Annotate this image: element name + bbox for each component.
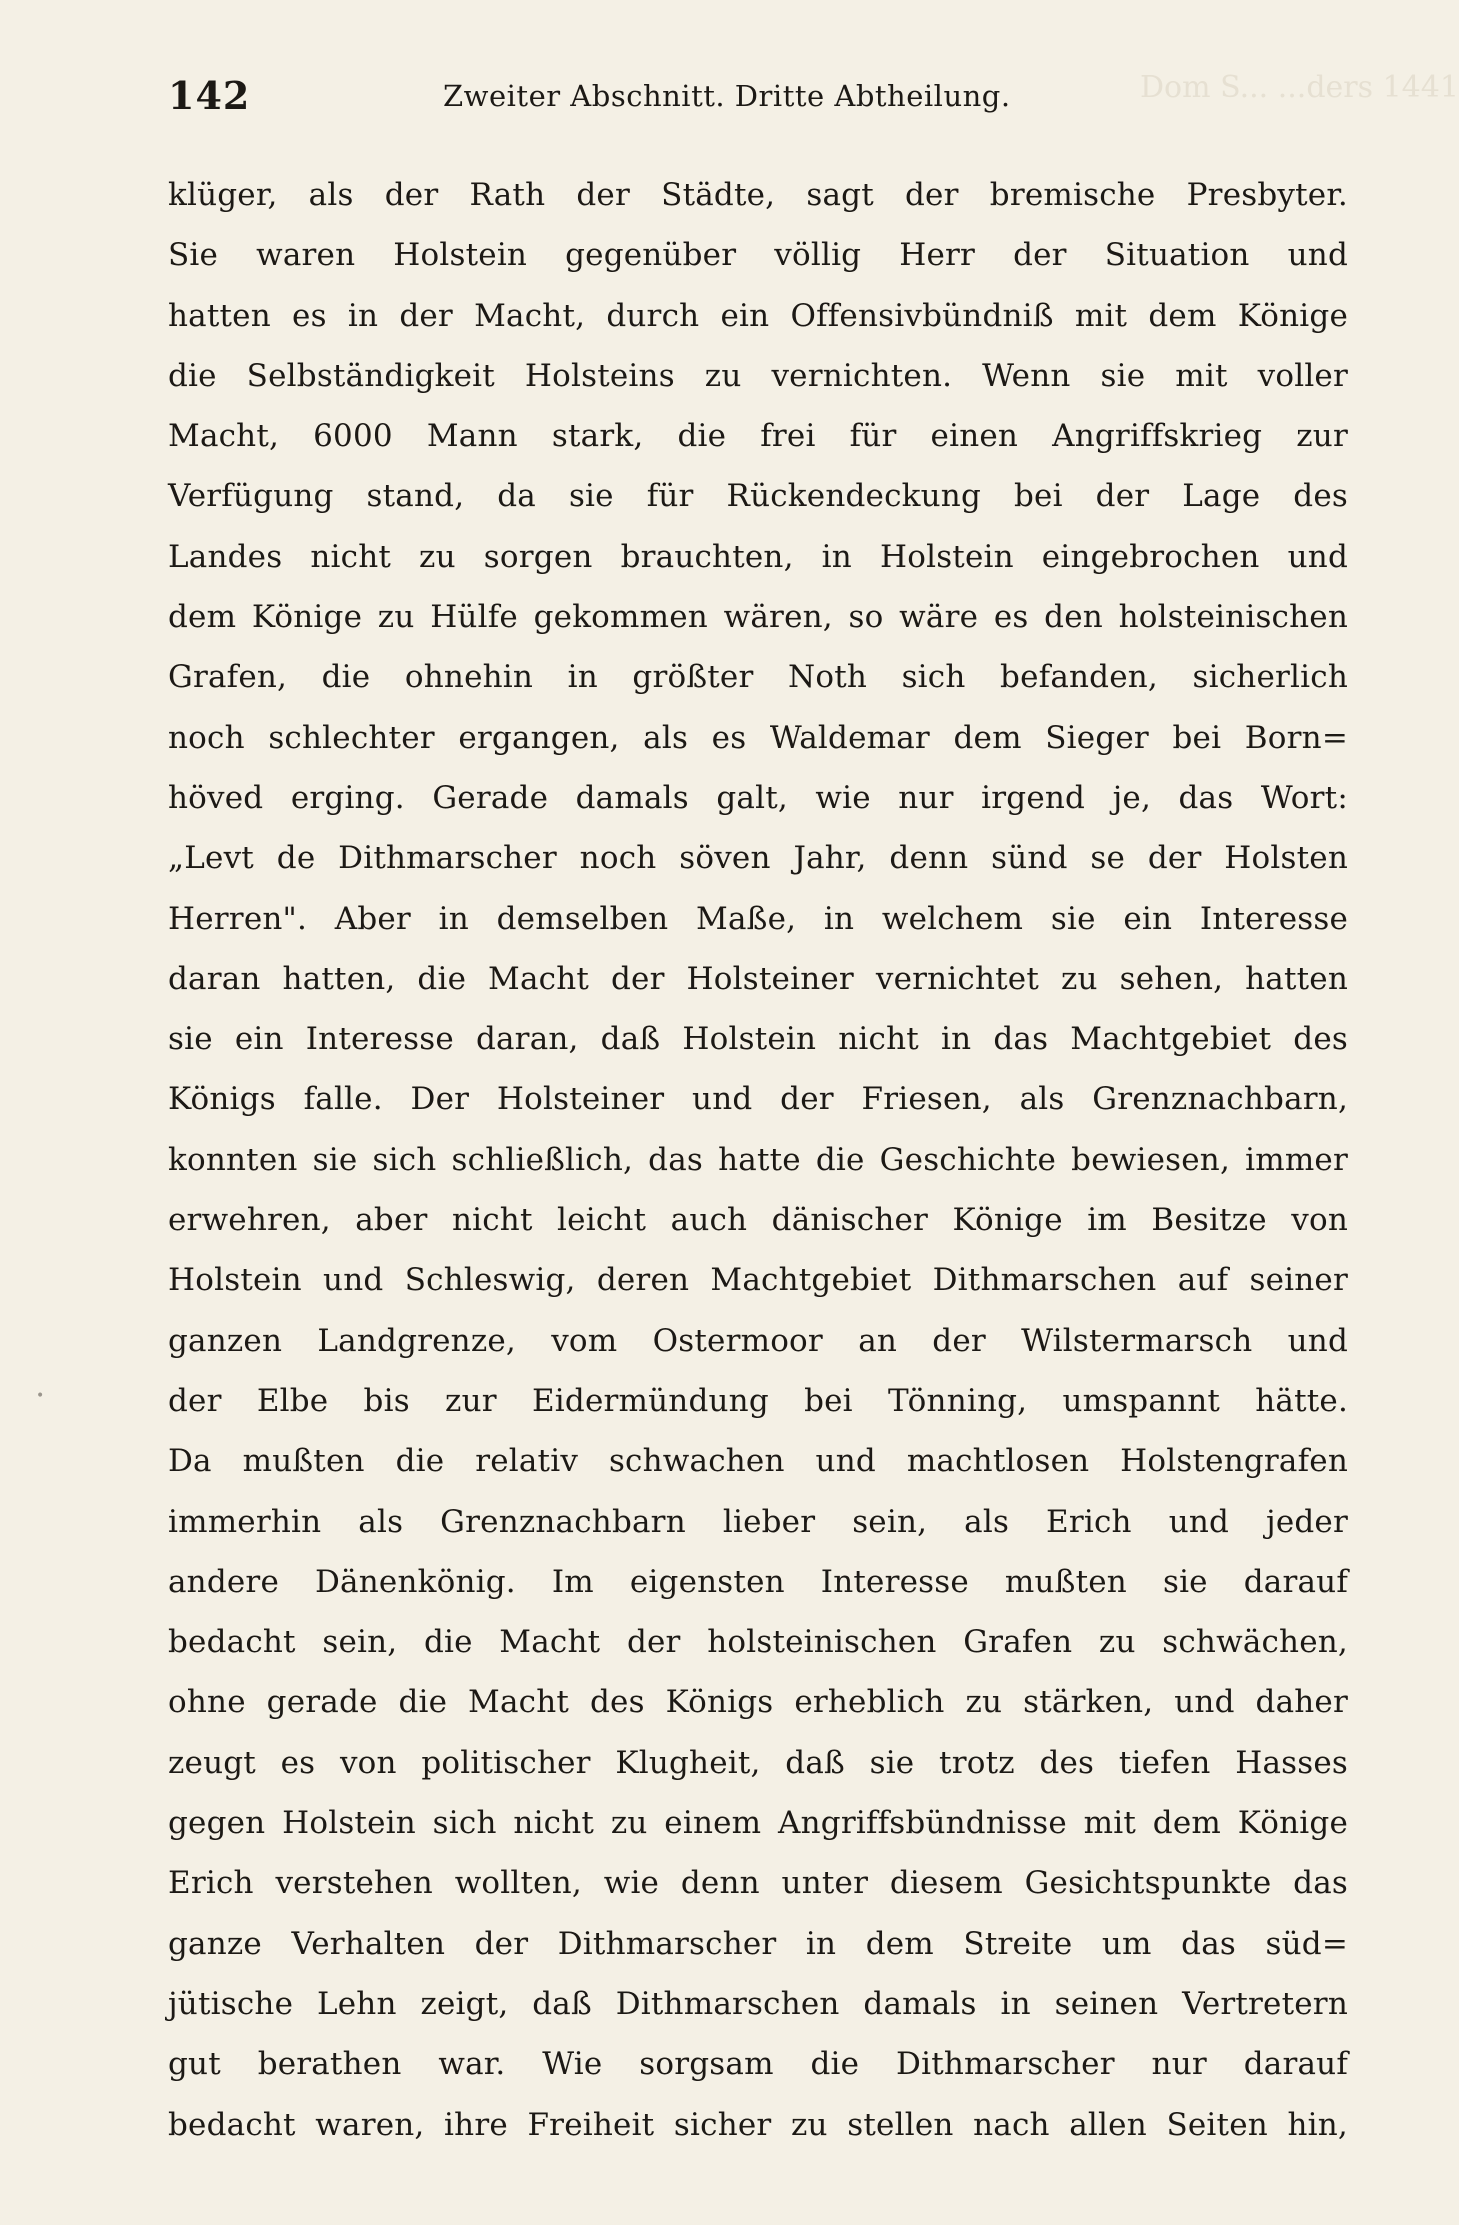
text-line: Königs falle. Der Holsteiner und der Friesen, als Grenznachbarn,: [168, 1081, 1348, 1118]
text-line: Verfügung stand, da sie für Rückendeckung bei der Lage des: [168, 478, 1348, 515]
text-line: höved erging. Gerade damals galt, wie nur irgend je, das Wort:: [168, 779, 1348, 816]
text-line: Landes nicht zu sorgen brauchten, in Holstein eingebrochen und: [168, 538, 1348, 575]
page-number: 142: [168, 73, 251, 118]
text-line: erwehren, aber nicht leicht auch dänischer Könige im Besitze von: [168, 1202, 1348, 1239]
text-line: Da mußten die relativ schwachen und machtlosen Holstengrafen: [168, 1443, 1348, 1480]
text-line: ganzen Landgrenze, vom Ostermoor an der Wilstermarsch und: [168, 1322, 1348, 1359]
body-text: [168, 165, 1348, 2155]
text-line: die Selbständigkeit Holsteins zu vernichten. Wenn sie mit voller: [168, 357, 1348, 394]
text-line: andere Dänenkönig. Im eigensten Interesse mußten sie darauf: [168, 1563, 1348, 1600]
text-line: noch schlechter ergangen, als es Waldemar dem Sieger bei Born=: [168, 719, 1348, 756]
text-line: sie ein Interesse daran, daß Holstein nicht in das Machtgebiet des: [168, 1021, 1348, 1058]
text-line: Erich verstehen wollten, wie denn unter diesem Gesichtspunkte das: [168, 1865, 1348, 1902]
text-line: gut berathen war. Wie sorgsam die Dithmarscher nur darauf: [168, 2046, 1348, 2083]
text-line: dem Könige zu Hülfe gekommen wären, so wäre es den holsteinischen: [168, 599, 1348, 636]
text-line: „Levt de Dithmarscher noch söven Jahr, denn sünd se der Holsten: [168, 840, 1348, 877]
text-line: konnten sie sich schließlich, das hatte die Geschichte bewiesen, immer: [168, 1141, 1348, 1178]
text-line: Sie waren Holstein gegenüber völlig Herr der Situation und: [168, 237, 1348, 274]
running-head: Zweiter Abschnitt. Dritte Abtheilung.: [443, 79, 1011, 113]
text-line: ohne gerade die Macht des Königs erheblich zu stärken, und daher: [168, 1684, 1348, 1721]
text-line: Holstein und Schleswig, deren Machtgebiet Dithmarschen auf seiner: [168, 1262, 1348, 1299]
text-line: gegen Holstein sich nicht zu einem Angriffsbündnisse mit dem Könige: [168, 1805, 1348, 1842]
page-header: [168, 73, 1368, 123]
text-line: immerhin als Grenznachbarn lieber sein, als Erich und jeder: [168, 1503, 1348, 1540]
text-line: daran hatten, die Macht der Holsteiner vernichtet zu sehen, hatten: [168, 960, 1348, 997]
text-line: Herren". Aber in demselben Maße, in welchem sie ein Interesse: [168, 900, 1348, 937]
text-line: jütische Lehn zeigt, daß Dithmarschen damals in seinen Vertretern: [168, 1985, 1348, 2022]
text-line: bedacht waren, ihre Freiheit sicher zu stellen nach allen Seiten hin,: [168, 2106, 1348, 2143]
text-line: Grafen, die ohnehin in größter Noth sich befanden, sicherlich: [168, 659, 1348, 696]
text-line: der Elbe bis zur Eidermündung bei Tönning, umspannt hätte.: [168, 1382, 1348, 1419]
text-line: zeugt es von politischer Klugheit, daß sie trotz des tiefen Hasses: [168, 1744, 1348, 1781]
margin-speck: •: [36, 1388, 45, 1404]
text-line: ganze Verhalten der Dithmarscher in dem Streite um das süd=: [168, 1925, 1348, 1962]
text-line: hatten es in der Macht, durch ein Offensivbündniß mit dem Könige: [168, 297, 1348, 334]
text-line: bedacht sein, die Macht der holsteinischen Grafen zu schwächen,: [168, 1624, 1348, 1661]
bleed-through-text: Dom S... ...ders 1441: [1140, 70, 1459, 105]
text-line: Macht, 6000 Mann stark, die frei für einen Angriffskrieg zur: [168, 418, 1348, 455]
text-line: klüger, als der Rath der Städte, sagt der bremische Presbyter.: [168, 177, 1348, 213]
